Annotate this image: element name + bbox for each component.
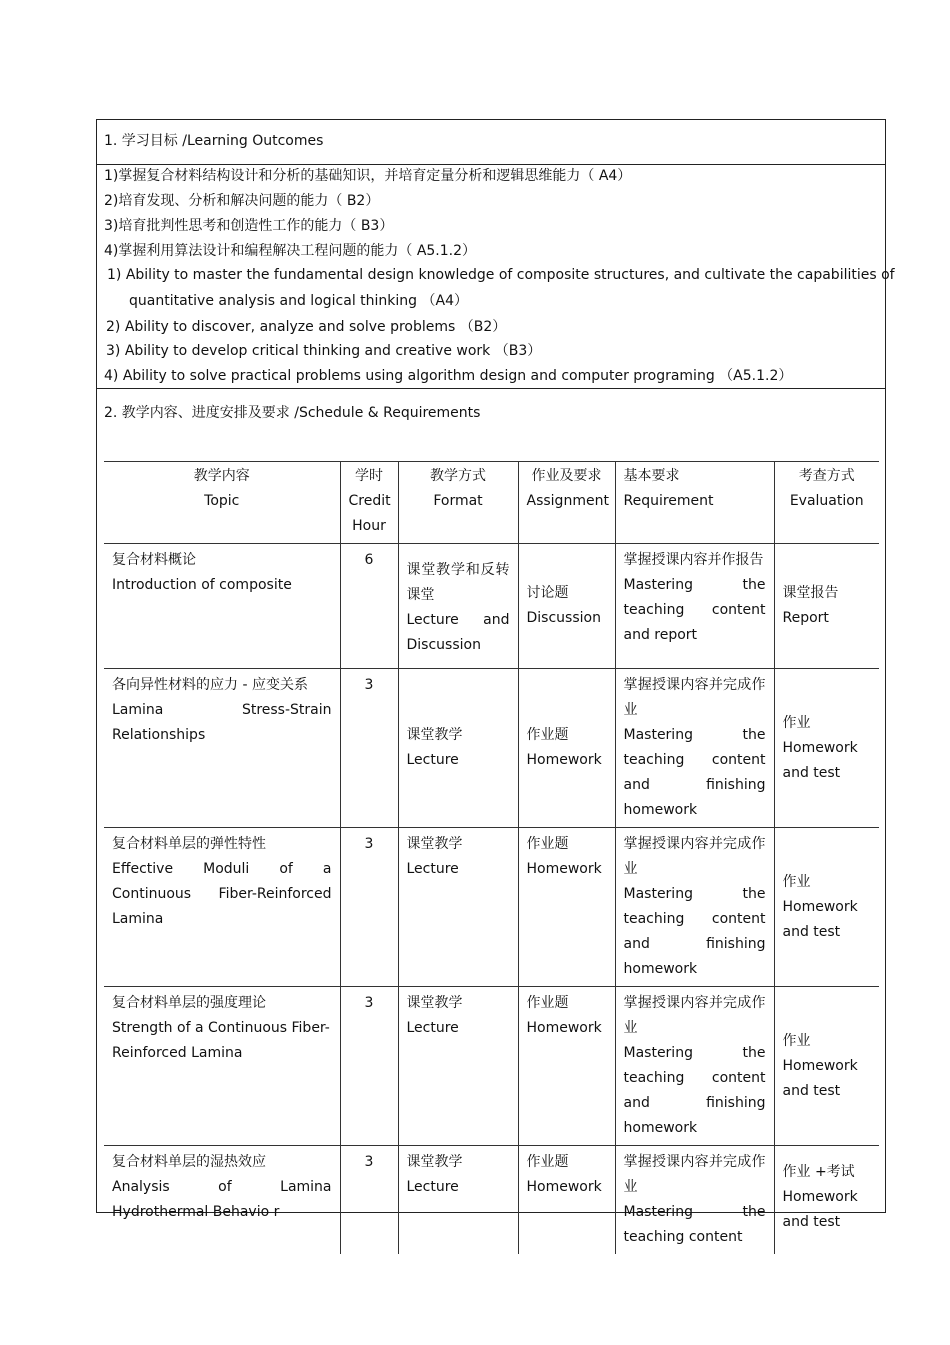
assignment-cell: 作业题 Homework xyxy=(518,987,615,1146)
hours-cell: 6 xyxy=(340,544,398,669)
topic-cell: 复合材料单层的强度理论 Strength of a Continuous Fiber-Reinforced Lamina xyxy=(104,987,340,1146)
format-cell: 课堂教学 Lecture xyxy=(398,669,518,828)
table-header-row xyxy=(104,462,879,544)
outcome-cn-4: 4)掌握利用算法设计和编程解决工程问题的能力（ A5.1.2） xyxy=(104,243,477,259)
assignment-cell: 作业题 Homework xyxy=(518,669,615,828)
format-cell: 课堂教学和反转课堂 Lecture and Discussion xyxy=(398,544,518,669)
header-format: 教学方式 Format xyxy=(398,462,518,544)
outcome-cn-2: 2)培育发现、分析和解决问题的能力（ B2） xyxy=(104,193,380,209)
evaluation-cell: 课堂报告 Report xyxy=(774,544,879,669)
section1-heading: 1. 学习目标 /Learning Outcomes xyxy=(104,133,324,149)
evaluation-cell: 作业 Homework and test xyxy=(774,669,879,828)
format-cell: 课堂教学 Lecture xyxy=(398,828,518,987)
requirement-cell: 掌握授课内容并完成作业 Mastering the teaching content and finishing homework xyxy=(615,828,774,987)
format-cell: 课堂教学 Lecture xyxy=(398,987,518,1146)
hours-cell: 3 xyxy=(340,669,398,828)
requirement-cell: 掌握授课内容并作报告 Mastering the teaching content and report xyxy=(615,544,774,669)
outcome-cn-1: 1)掌握复合材料结构设计和分析的基础知识，并培育定量分析和逻辑思维能力（ A4） xyxy=(104,168,632,184)
table-row xyxy=(104,987,879,1146)
table-row xyxy=(104,669,879,828)
format-cell: 课堂教学 Lecture xyxy=(398,1146,518,1255)
evaluation-cell: 作业 Homework and test xyxy=(774,987,879,1146)
outcome-en-3: 3) Ability to develop critical thinking and creative work （B3） xyxy=(106,343,542,359)
outcome-en-1-cont: quantitative analysis and logical thinking （A4） xyxy=(129,293,468,309)
outcome-en-2: 2) Ability to discover, analyze and solve problems （B2） xyxy=(106,319,507,335)
evaluation-cell: 作业 Homework and test xyxy=(774,828,879,987)
header-requirement: 基本要求 Requirement xyxy=(615,462,774,544)
header-credit-hour: 学时 Credit Hour xyxy=(340,462,398,544)
assignment-cell: 作业题 Homework xyxy=(518,1146,615,1255)
hours-cell: 3 xyxy=(340,828,398,987)
header-topic: 教学内容 Topic xyxy=(104,462,340,544)
topic-cell: 复合材料单层的弹性特性 Effective Moduli of a Continuous Fiber-Reinforced Lamina xyxy=(104,828,340,987)
evaluation-cell: 作业 +考试 Homework and test xyxy=(774,1146,879,1255)
schedule-table xyxy=(104,461,879,1254)
divider xyxy=(96,388,886,389)
topic-cell: 各向异性材料的应力 - 应变关系 Lamina Stress-Strain Relationships xyxy=(104,669,340,828)
assignment-cell: 作业题 Homework xyxy=(518,828,615,987)
divider xyxy=(96,164,886,165)
hours-cell: 3 xyxy=(340,1146,398,1255)
section2-heading: 2. 教学内容、进度安排及要求 /Schedule & Requirements xyxy=(104,405,481,421)
outcome-en-1: 1) Ability to master the fundamental design knowledge of composite structures, and cultivate the capabilities of xyxy=(107,267,895,283)
requirement-cell: 掌握授课内容并完成作业 Mastering the teaching content xyxy=(615,1146,774,1255)
table-row xyxy=(104,544,879,669)
table-row xyxy=(104,1146,879,1255)
topic-cell: 复合材料单层的湿热效应 Analysis of Lamina Hydrothermal Behavio r xyxy=(104,1146,340,1255)
header-assignment: 作业及要求 Assignment xyxy=(518,462,615,544)
header-evaluation: 考查方式 Evaluation xyxy=(774,462,879,544)
topic-cell: 复合材料概论 Introduction of composite xyxy=(104,544,340,669)
table-row xyxy=(104,828,879,987)
requirement-cell: 掌握授课内容并完成作业 Mastering the teaching content and finishing homework xyxy=(615,987,774,1146)
hours-cell: 3 xyxy=(340,987,398,1146)
requirement-cell: 掌握授课内容并完成作业 Mastering the teaching content and finishing homework xyxy=(615,669,774,828)
outcome-cn-3: 3)培育批判性思考和创造性工作的能力（ B3） xyxy=(104,218,394,234)
outcome-en-4: 4) Ability to solve practical problems using algorithm design and computer programing （A5.1.2） xyxy=(104,368,793,384)
assignment-cell: 讨论题 Discussion xyxy=(518,544,615,669)
